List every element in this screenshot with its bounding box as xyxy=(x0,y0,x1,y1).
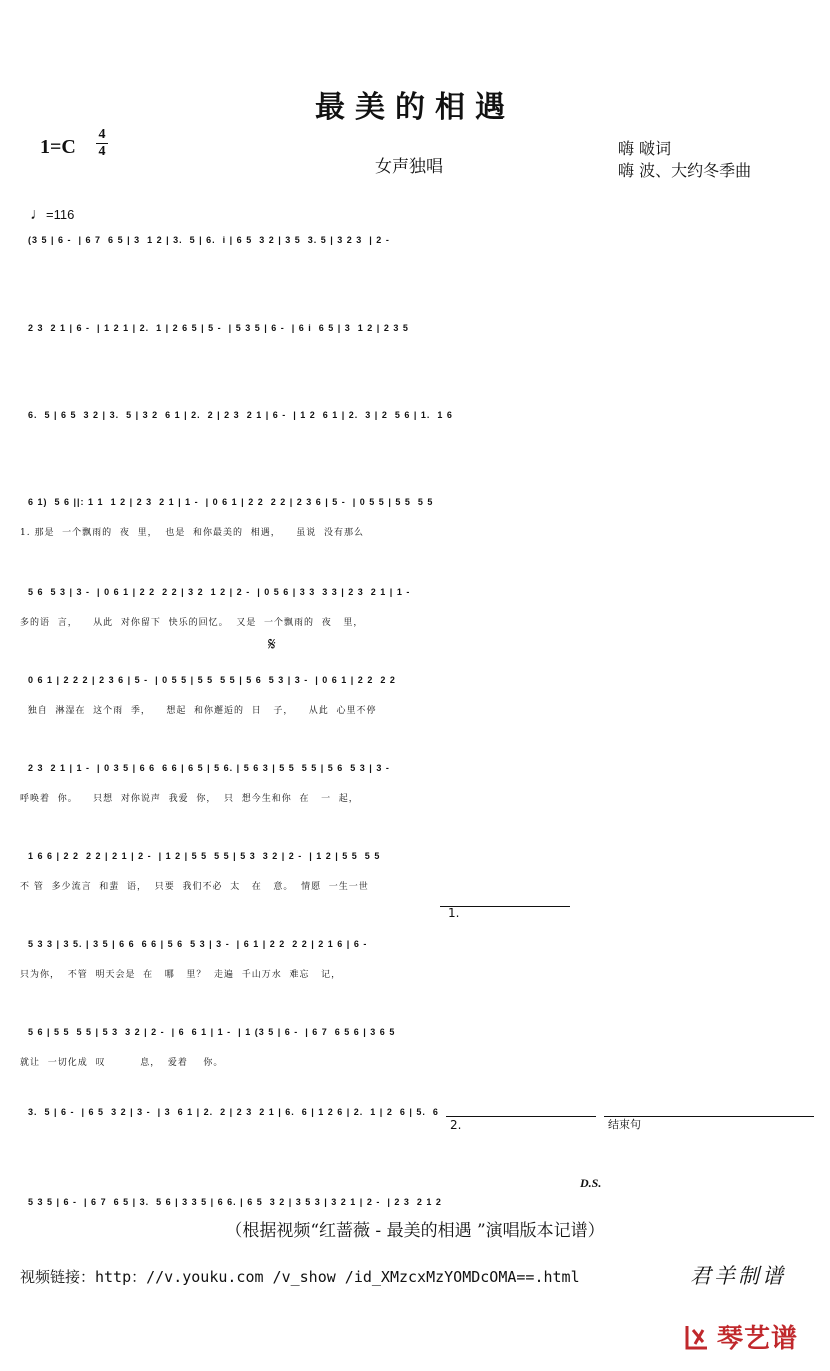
lyrics-line: 多的语 言， 从此 对你留下 快乐的回忆。 又是 一个飘雨的 夜 里， xyxy=(20,618,364,628)
staff-row xyxy=(20,228,812,262)
lyricist-credit: 嗨 啵词 xyxy=(618,139,672,158)
staff-notes: 5 3 3 | 3 5. | 3 5 | 6 6 6 6 | 5 6 5 3 | 3 - | 6 1 | 2 2 2 2 | 2 1 6 | 6 - xyxy=(28,939,368,949)
brand-mark-icon xyxy=(683,1322,711,1352)
ds-mark: D.S. xyxy=(580,1176,602,1190)
staff-notes: (3 5 | 6 - | 6 7 6 5 | 3 1 2 | 3. 5 | 6. i | 6 5 3 2 | 3 5 3. 5 | 3 2 3 | 2 - xyxy=(28,235,390,245)
video-link[interactable]: 视频链接：http：//v.youku.com /v_show /id_XMzcxMzYOMDcOMA==.html xyxy=(20,1268,580,1286)
staff-notes: 5 6 5 3 | 3 - | 0 6 1 | 2 2 2 2 | 3 2 1 2 | 2 - | 0 5 6 | 3 3 3 3 | 2 3 2 1 | 1 - xyxy=(28,587,411,597)
time-numerator: 4 xyxy=(98,127,106,142)
staff-notes: 6 1) 5 6 ||: 1 1 1 2 | 2 3 2 1 | 1 - | 0 6 1 | 2 2 2 2 | 2 3 6 | 5 - | 0 5 5 | 5 5 5 5 xyxy=(28,497,434,507)
staff-row xyxy=(20,756,812,790)
staff-row xyxy=(20,580,812,614)
time-signature xyxy=(96,128,108,159)
staff-row xyxy=(20,1020,812,1054)
lyrics-line: 呼唤着 你。 只想 对你说声 我爱 你， 只 想今生和你 在 一 起， xyxy=(20,794,359,804)
brand-name: 琴艺谱 xyxy=(717,1324,799,1354)
staff-row xyxy=(20,844,812,878)
staff-notes: 5 6 | 5 5 5 5 | 5 3 3 2 | 2 - | 6 6 1 | 1 - | 1 (3 5 | 6 - | 6 7 6 5 6 | 3 6 5 xyxy=(28,1027,396,1037)
staff-notes: 5 3 5 | 6 - | 6 7 6 5 | 3. 5 6 | 3 3 5 | 6 6. | 6 5 3 2 | 3 5 3 | 3 2 1 | 2 - | 2 3 2 1 2 xyxy=(28,1197,442,1207)
staff-row xyxy=(20,1100,812,1134)
staff-row xyxy=(20,668,812,702)
ending-1-mark: 1. xyxy=(448,906,460,920)
brand-logo xyxy=(683,1318,798,1355)
subtitle: 女声独唱 xyxy=(375,157,443,177)
staff-notes: 3. 5 | 6 - | 6 5 3 2 | 3 - | 3 6 1 | 2. 2 | 2 3 2 1 | 6. 6 | 1 2 6 | 2. 1 | 2 6 | 5. 6 xyxy=(28,1107,439,1117)
staff-row xyxy=(20,403,812,437)
quarter-note-icon: ♩ xyxy=(30,206,46,223)
transcriber-signature: 君羊制谱 xyxy=(690,1264,786,1288)
staff-row xyxy=(20,490,812,524)
page-title: 最美的相遇 xyxy=(315,90,515,125)
tempo-mark xyxy=(30,206,74,224)
staff-row xyxy=(20,932,812,966)
tempo-value: =116 xyxy=(46,207,75,222)
staff-notes: 1 6 6 | 2 2 2 2 | 2 1 | 2 - | 1 2 | 5 5 5 5 | 5 3 3 2 | 2 - | 1 2 | 5 5 5 5 xyxy=(28,851,381,861)
staff-notes: 2 3 2 1 | 6 - | 1 2 1 | 2. 1 | 2 6 5 | 5 - | 5 3 5 | 6 - | 6 i 6 5 | 3 1 2 | 2 3 5 xyxy=(28,323,409,333)
time-denominator: 4 xyxy=(98,144,106,159)
staff-row xyxy=(20,316,812,350)
staff-notes: 2 3 2 1 | 1 - | 0 3 5 | 6 6 6 6 | 6 5 | 5 6. | 5 6 3 | 5 5 5 5 | 5 6 5 3 | 3 - xyxy=(28,763,390,773)
lyrics-line: 不 管 多少流言 和蜚 语， 只要 我们不必 太 在 意。 情愿 一生一世 xyxy=(20,882,369,892)
composer-credit: 嗨 波、大约冬季曲 xyxy=(618,161,752,180)
lyrics-line: 独自 淋湿在 这个雨 季， 想起 和你邂逅的 日 子， 从此 心里不停 xyxy=(20,706,377,716)
segno-mark: 𝄋 xyxy=(268,634,276,655)
lyrics-line: 只为你， 不管 明天会是 在 哪 里？ 走遍 千山万水 难忘 记， xyxy=(20,970,342,980)
key-signature: 1=C xyxy=(40,136,76,158)
staff-notes: 0 6 1 | 2 2 2 | 2 3 6 | 5 - | 0 5 5 | 5 5 5 5 | 5 6 5 3 | 3 - | 0 6 1 | 2 2 2 2 xyxy=(28,675,396,685)
transcription-note: （根据视频“红蔷薇 - 最美的相遇 ”演唱版本记谱） xyxy=(225,1221,605,1241)
lyrics-line: 1. 那是 一个飘雨的 夜 里， 也是 和你最美的 相遇， 虽说 没有那么 xyxy=(20,528,364,538)
ending-2-mark: 2. xyxy=(450,1118,462,1132)
lyrics-line: 就让 一切化成 叹 息， 爱着 你。 xyxy=(20,1058,224,1068)
staff-notes: 6. 5 | 6 5 3 2 | 3. 5 | 3 2 6 1 | 2. 2 | 2 3 2 1 | 6 - | 1 2 6 1 | 2. 3 | 2 5 6 | 1. 1 6 xyxy=(28,410,453,420)
coda-label: 结束句 xyxy=(608,1118,641,1131)
